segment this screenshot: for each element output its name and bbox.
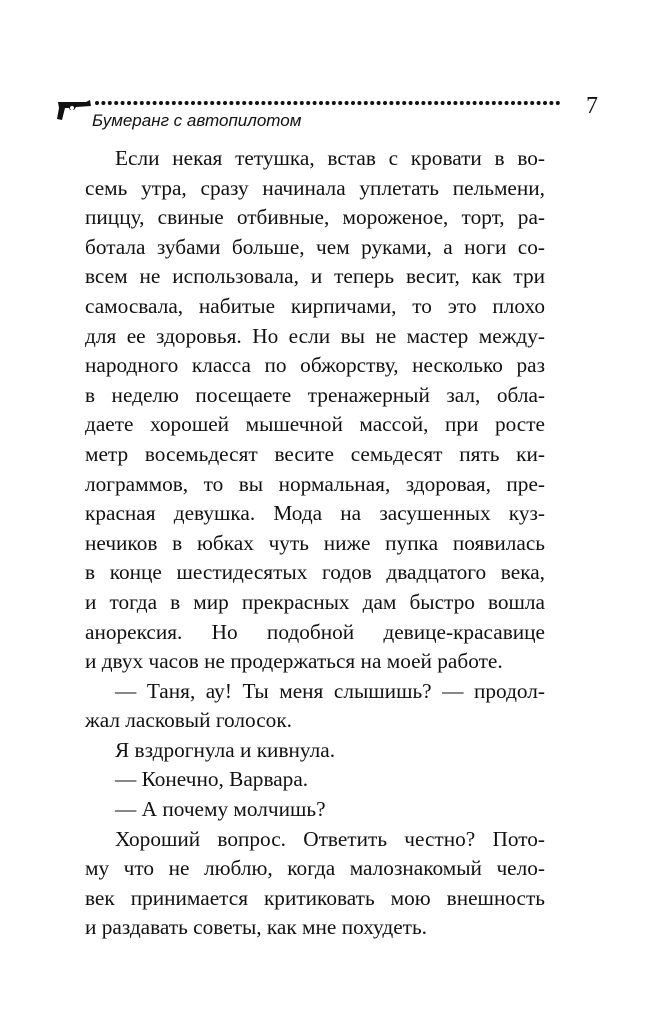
text-line: в конце шестидесятых годов двадцатого века, [85, 560, 545, 585]
text-line: самосвала, набитые кирпичами, то это плохо [85, 293, 545, 318]
running-title: Бумеранг с автопилотом [92, 111, 302, 130]
text-line: ботала зубами больше, чем руками, а ноги со- [85, 234, 545, 259]
page-number: 7 [586, 93, 598, 119]
text-line: метр восемьдесят весите семьдесят пять ки- [85, 441, 545, 466]
text-line: му что не люблю, когда малознакомый чело- [85, 856, 545, 881]
text-line: лограммов, то вы нормальная, здоровая, пре- [85, 471, 545, 496]
text-line: Если некая тетушка, встав с кровати в во- [115, 146, 545, 170]
page-header [56, 93, 598, 136]
text-line: даете хорошей мышечной массой, при росте [85, 412, 545, 437]
dialogue-line: — Таня, ау! Ты меня слышишь? — продол- [115, 678, 545, 703]
text-line: Хороший вопрос. Ответить честно? Пото- [115, 826, 545, 851]
text-line: семь утра, сразу начинала уплетать пельмени, [85, 175, 545, 200]
header-dotted-rule [94, 96, 578, 110]
text-line: нечиков в юбках чуть ниже пупка появилась [85, 530, 545, 555]
dialogue-line: жал ласковый голосок. [85, 708, 292, 733]
body-text [85, 144, 545, 943]
text-line: век принимается критиковать мою внешность [85, 885, 545, 910]
text-line: для ее здоровья. Но если вы не мастер между- [85, 323, 545, 348]
text-line: и тогда в мир прекрасных дам быстро вошла [85, 589, 545, 614]
text-line: и раздавать советы, как мне похудеть. [85, 915, 427, 940]
dialogue-line: — Конечно, Варвара. [115, 767, 309, 792]
text-line: красная девушка. Мода на засушенных куз- [85, 501, 545, 526]
text-line: анорексия. Но подобной девице-красавице [85, 619, 545, 644]
revolver-icon [56, 98, 92, 124]
text-line: народного класса по обжорству, несколько раз [85, 353, 545, 378]
text-line: всем не использовала, и теперь весит, как три [85, 264, 545, 289]
dialogue-line: — А почему молчишь? [115, 797, 326, 822]
text-line: пиццу, свиные отбивные, мороженое, торт, ра- [85, 205, 545, 230]
text-line: Я вздрогнула и кивнула. [115, 737, 336, 762]
text-line: в неделю посещаете тренажерный зал, обла- [85, 382, 545, 407]
text-line: и двух часов не продержаться на моей работе. [85, 649, 503, 674]
